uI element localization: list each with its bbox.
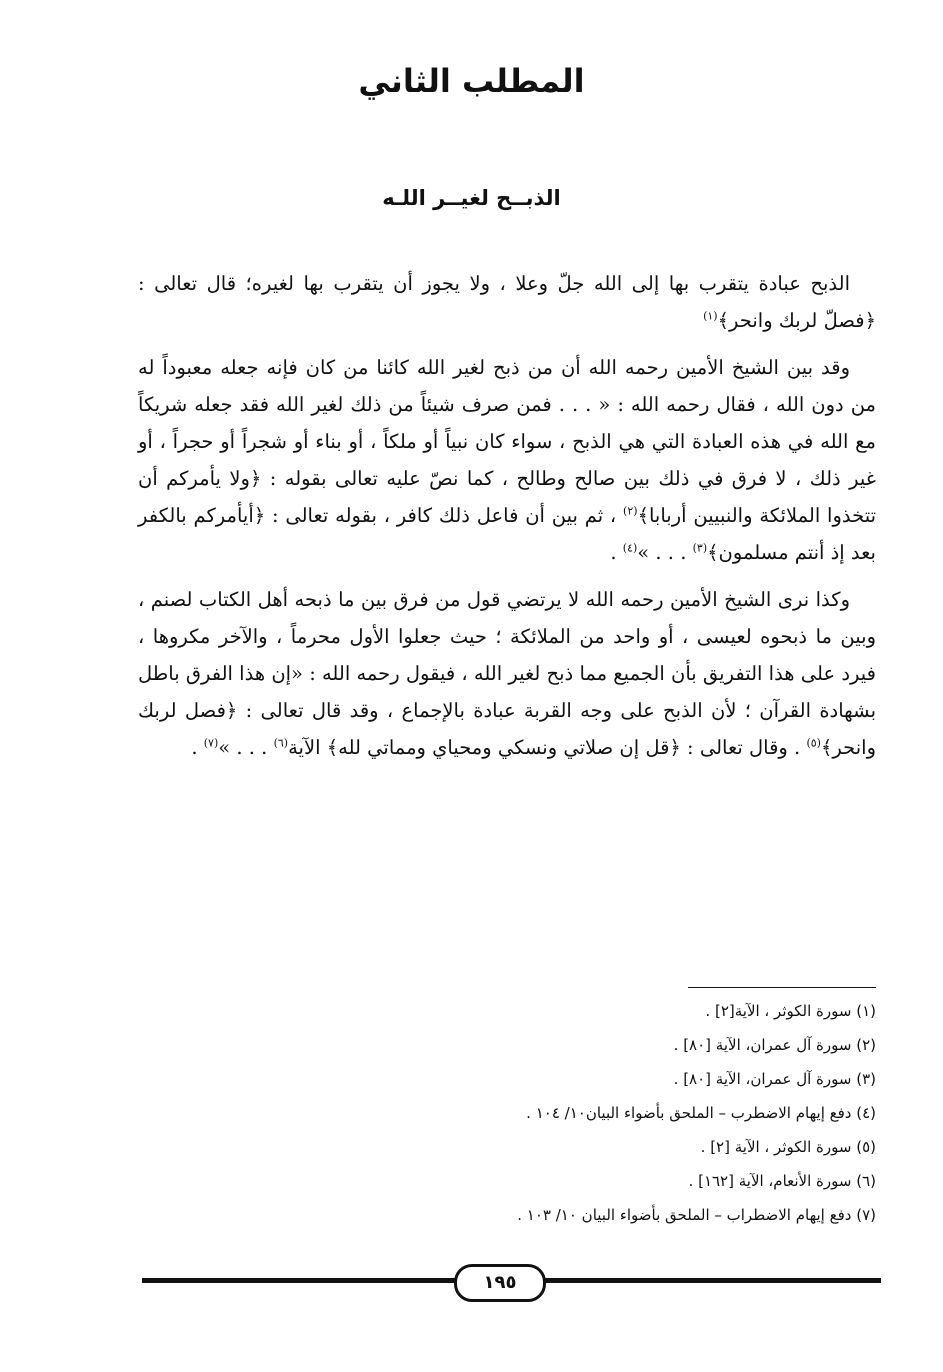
footnote: (٧) دفع إيهام الاضطراب – الملحق بأضواء البيان ١٠/ ١٠٣ . bbox=[517, 1206, 876, 1224]
footnote-marker: (٤) bbox=[622, 541, 638, 555]
footnote-divider bbox=[688, 987, 876, 988]
paragraph-text: . . . » bbox=[218, 736, 268, 759]
paragraph-text: ، ثم بين أن فاعل ذلك كافر ، بقوله تعالى : ﴿أيأمركم بالكفر بعد إذ أنتم مسلمون﴾ bbox=[138, 504, 876, 564]
paragraph-text: . وقال تعالى : ﴿قل إن صلاتي ونسكي ومحياي ومماتي لله﴾ الآية bbox=[288, 736, 801, 759]
footnote-marker: (٥) bbox=[806, 736, 821, 750]
main-text bbox=[138, 265, 876, 776]
section-heading: المطلب الثاني bbox=[358, 62, 585, 100]
footnotes bbox=[140, 994, 876, 1232]
footnote: (٤) دفع إيهام الاضطرب – الملحق بأضواء البيان١٠/ ١٠٤ . bbox=[526, 1104, 876, 1122]
footnote: (٣) سورة آل عمران، الآية [٨٠] . bbox=[673, 1070, 876, 1088]
footnote: (١) سورة الكوثر ، الآية[٢] . bbox=[705, 1002, 876, 1020]
paragraph bbox=[138, 265, 876, 339]
footnote-marker: (١) bbox=[703, 309, 718, 323]
section-subheading: الذبــح لغيــر اللـه bbox=[382, 186, 561, 210]
footnote: (٥) سورة الكوثر ، الآية [٢] . bbox=[700, 1138, 876, 1156]
footnote-marker: (٦) bbox=[273, 736, 289, 750]
paragraph-text: الذبح عبادة يتقرب بها إلى الله جلّ وعلا ، ولا يجوز أن يتقرب بها لغيره؛ قال تعالى : ﴿فصلّ لربك وانحر﴾ bbox=[138, 272, 876, 332]
footnote: (٢) سورة آل عمران، الآية [٨٠] . bbox=[673, 1036, 876, 1054]
paragraph-text: وقد بين الشيخ الأمين رحمه الله أن من ذبح لغير الله كائنا من كان فإنه جعله معبوداً له من دون الله ، فقال رحمه الله : « . . . فمن صرف شيئاً من ذلك لغير الله فقد جعله شريكاً مع الله في هذه العبادة التي هي الذبح ، سواء كان نبياً أو ملكاً ، أو بناء أو شجراً أو حجراً ، أو غير ذلك ، لا فرق في ذلك بين صالح وطالح ، كما نصّ عليه تعالى بقوله : ﴿ولا يأمركم أن تتخذوا الملائكة والنبيين أربابا﴾ bbox=[138, 356, 877, 527]
page-number: ١٩٥ bbox=[454, 1264, 546, 1302]
footnote: (٦) سورة الأنعام، الآية [١٦٢] . bbox=[688, 1172, 876, 1190]
paragraph: وقد بين الشيخ الأمين رحمه الله أن من ذبح لغير الله كائنا من كان فإنه جعله معبوداً له من دون الله ، فقال رحمه الله : « . . . فمن صرف شيئاً من ذلك لغير الله فقد جعله شريكاً مع الله في هذه العبادة التي هي الذبح ، سواء كان نبياً أو ملكاً ، أو بناء أو شجراً أو حجراً ، أو غير ذلك ، لا فرق في ذلك بين صالح وطالح ، كما نصّ عليه تعالى بقوله : ﴿ولا يأمركم أن تتخذوا الملائكة والنبيين أربابا﴾$^{(٢)}$ ، ثم بين أن فاعل ذلك كافر ، بقوله تعالى : ﴿أيأمركم بالكفر بعد إذ أنتم مسلمون﴾$^{(٣)}$ . . . »$^{(٤)}$ . bbox=[138, 356, 877, 564]
footnote-marker: (٣) bbox=[692, 541, 708, 555]
footnote-marker: (٧) bbox=[203, 736, 219, 750]
paragraph-text: . . . » bbox=[637, 541, 687, 564]
paragraph-text: وكذا نرى الشيخ الأمين رحمه الله لا يرتضي قول من فرق بين ما ذبحه أهل الكتاب لصنم ، وبين ما ذبحوه لعيسى ، أو واحد من الملائكة ؛ حيث جعلوا الأول محرماً ، والآخر مكروها ، فيرد على هذا التفريق بأن الجميع مما ذبح لغير الله ، فيقول رحمه الله : «إن هذا الفرق باطل بشهادة القرآن ؛ لأن الذبح على وجه القربة عبادة بالإجماع ، وقد قال تعالى : ﴿فصل لربك وانحر﴾ bbox=[138, 588, 876, 759]
paragraph: وكذا نرى الشيخ الأمين رحمه الله لا يرتضي قول من فرق بين ما ذبحه أهل الكتاب لصنم ، وبين ما ذبحوه لعيسى ، أو واحد من الملائكة ؛ حيث جعلوا الأول محرماً ، والآخر مكروها ، فيرد على هذا التفريق بأن الجميع مما ذبح لغير الله ، فيقول رحمه الله : «إن هذا الفرق باطل بشهادة القرآن ؛ لأن الذبح على وجه القربة عبادة بالإجماع ، وقد قال تعالى : ﴿فصل لربك وانحر﴾$^{(٥)}$ . وقال تعالى : ﴿قل إن صلاتي ونسكي ومحياي ومماتي لله﴾ الآية$^{(٦)}$ . . . »$^{(٧)}$ . bbox=[138, 588, 876, 759]
footnote-marker: (٢) bbox=[623, 504, 638, 518]
